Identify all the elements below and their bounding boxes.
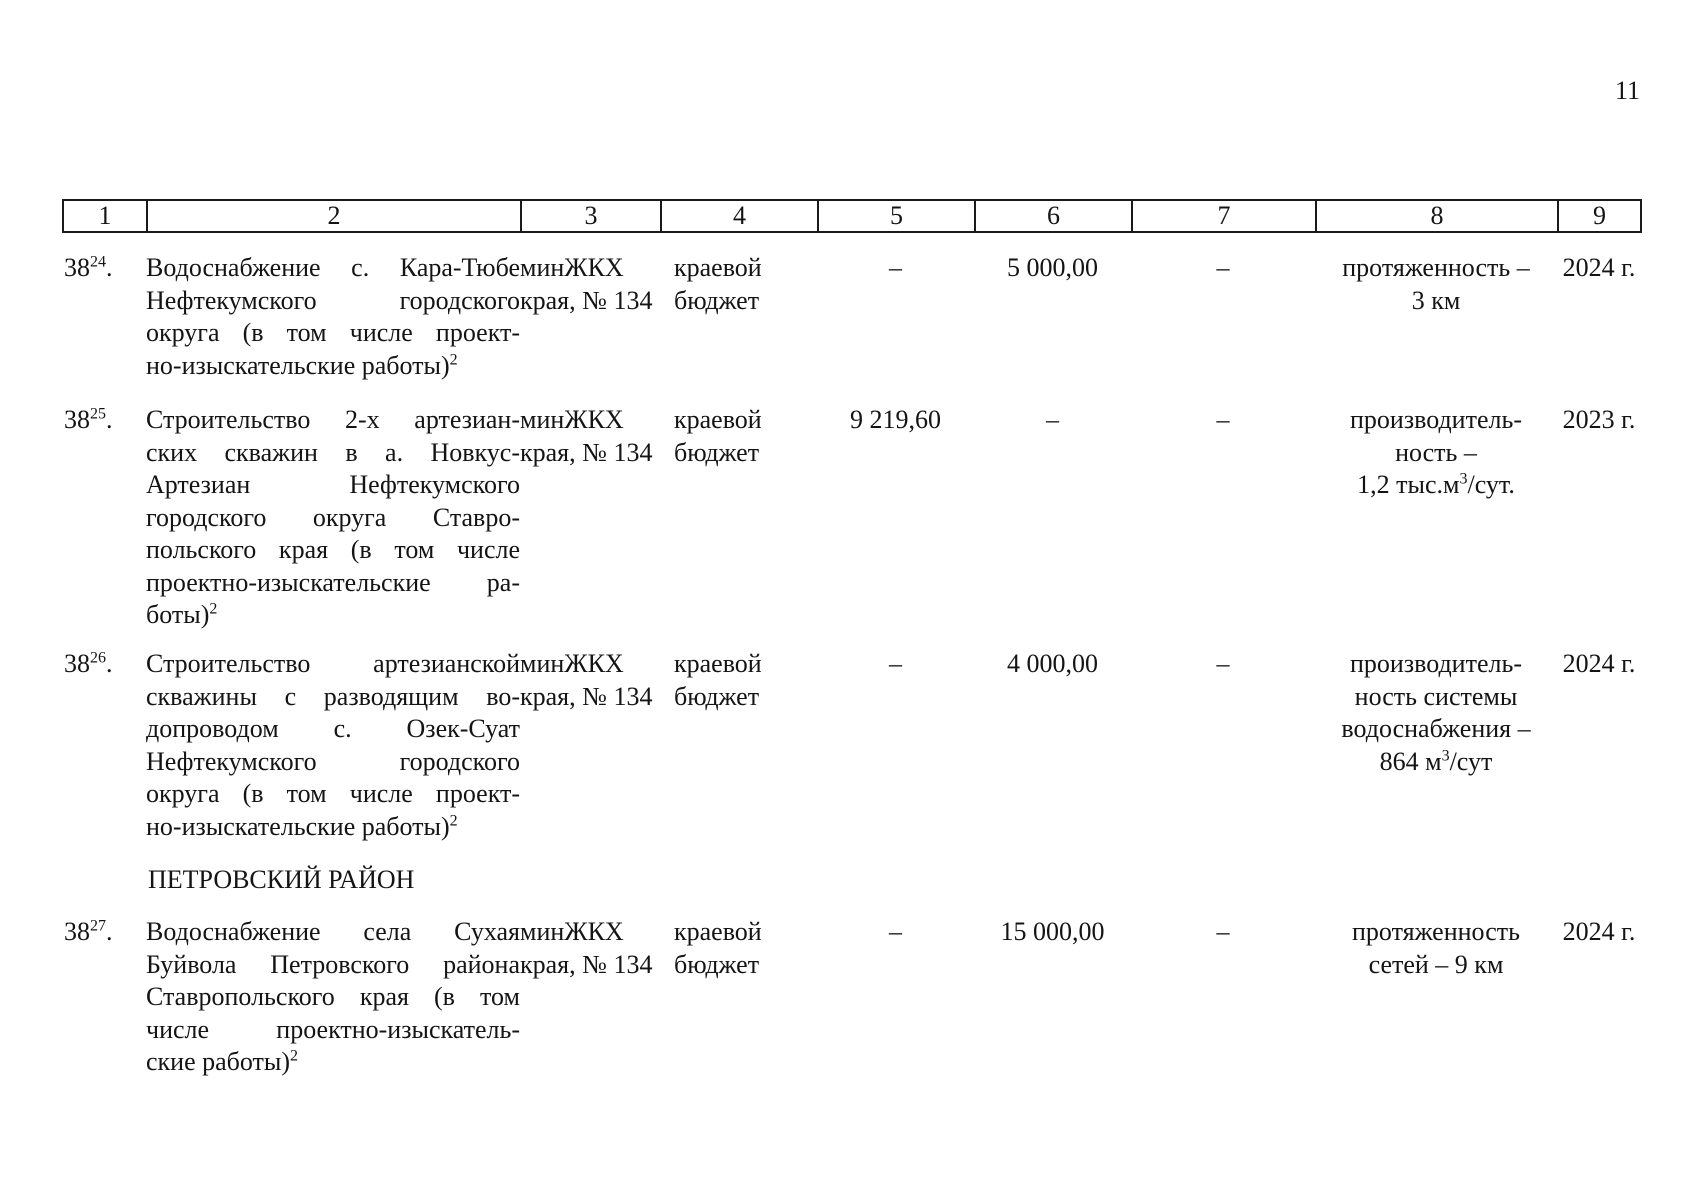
row-year: 2023 г. bbox=[1562, 405, 1636, 434]
row-year: 2024 г. bbox=[1562, 253, 1636, 282]
row-number: $38^{26}$. bbox=[64, 649, 113, 678]
row-description: Строительство артезианской скважины с разводящим во- допроводом с. Озек-Суат Нефтекумского городского округа (в том числе проект- но-изыскательские работы)$^2$ bbox=[146, 649, 520, 841]
row-executor: минЖКХ края, № 134 bbox=[520, 917, 653, 979]
row-description: Строительство 2-х артезиан- ских скважин в а. Новкус- Артезиан Нефтекумского городского округа Ставро- польского края (в том числе проектно-изыскательские ра- боты)$^2$ bbox=[146, 405, 520, 629]
header-col-5: 5 bbox=[817, 201, 974, 231]
row-executor: минЖКХ края, № 134 bbox=[520, 649, 653, 711]
row-number: $38^{24}$. bbox=[64, 253, 113, 282]
header-col-8: 8 bbox=[1315, 201, 1557, 231]
row-col5-value: – bbox=[889, 649, 902, 678]
row-funding-source: краевой бюджет bbox=[674, 649, 762, 711]
row-indicator: производитель- ность – 1,2 $тыс.м^3$/сут. bbox=[1350, 405, 1522, 499]
row-year: 2024 г. bbox=[1562, 649, 1636, 678]
row-indicator: протяженность сетей – 9 км bbox=[1352, 917, 1520, 979]
row-funding-source: краевой бюджет bbox=[674, 917, 762, 979]
row-col7-value: – bbox=[1216, 917, 1230, 946]
row-indicator: протяженность – 3 км bbox=[1342, 253, 1530, 315]
row-col5-value: 9 219,60 bbox=[850, 405, 941, 434]
header-col-1: 1 bbox=[98, 201, 112, 230]
header-col-6: 6 bbox=[974, 201, 1131, 231]
header-col-2: 2 bbox=[146, 201, 520, 231]
row-executor: минЖКХ края, № 134 bbox=[520, 405, 653, 467]
row-executor: минЖКХ края, № 134 bbox=[520, 253, 653, 315]
row-indicator: производитель- ность системы водоснабжения – 864 $м^3$/сут bbox=[1341, 649, 1531, 776]
row-description: Водоснабжение с. Кара-Тюбе Нефтекумского городского округа (в том числе проект- но-изыскательские работы)$^2$ bbox=[146, 253, 520, 380]
row-col7-value: – bbox=[1216, 649, 1230, 678]
row-col6-value: 5 000,00 bbox=[1007, 253, 1098, 282]
row-col7-value: – bbox=[1216, 405, 1230, 434]
page-number: 11 bbox=[1614, 76, 1640, 105]
row-col7-value: – bbox=[1216, 253, 1230, 282]
header-col-3: 3 bbox=[520, 201, 660, 231]
header-col-9: 9 bbox=[1557, 201, 1640, 231]
row-year: 2024 г. bbox=[1562, 917, 1636, 946]
table-header-row bbox=[62, 199, 1642, 233]
row-number: $38^{27}$. bbox=[64, 917, 113, 946]
row-col6-value: 4 000,00 bbox=[1007, 649, 1098, 678]
row-funding-source: краевой бюджет bbox=[674, 253, 762, 315]
row-col5-value: – bbox=[889, 917, 902, 946]
row-col6-value: 15 000,00 bbox=[1000, 917, 1105, 946]
header-col-7: 7 bbox=[1131, 201, 1315, 231]
row-col6-value: – bbox=[1046, 405, 1059, 434]
row-number: $38^{25}$. bbox=[64, 405, 113, 434]
district-heading: ПЕТРОВСКИЙ РАЙОН bbox=[148, 865, 415, 894]
row-col5-value: – bbox=[889, 253, 902, 282]
row-description: Водоснабжение села Сухая Буйвола Петровского района Ставропольского края (в том числе проектно-изыскатель- ские работы)$^2$ bbox=[146, 917, 520, 1076]
row-funding-source: краевой бюджет bbox=[674, 405, 762, 467]
header-col-4: 4 bbox=[660, 201, 817, 231]
